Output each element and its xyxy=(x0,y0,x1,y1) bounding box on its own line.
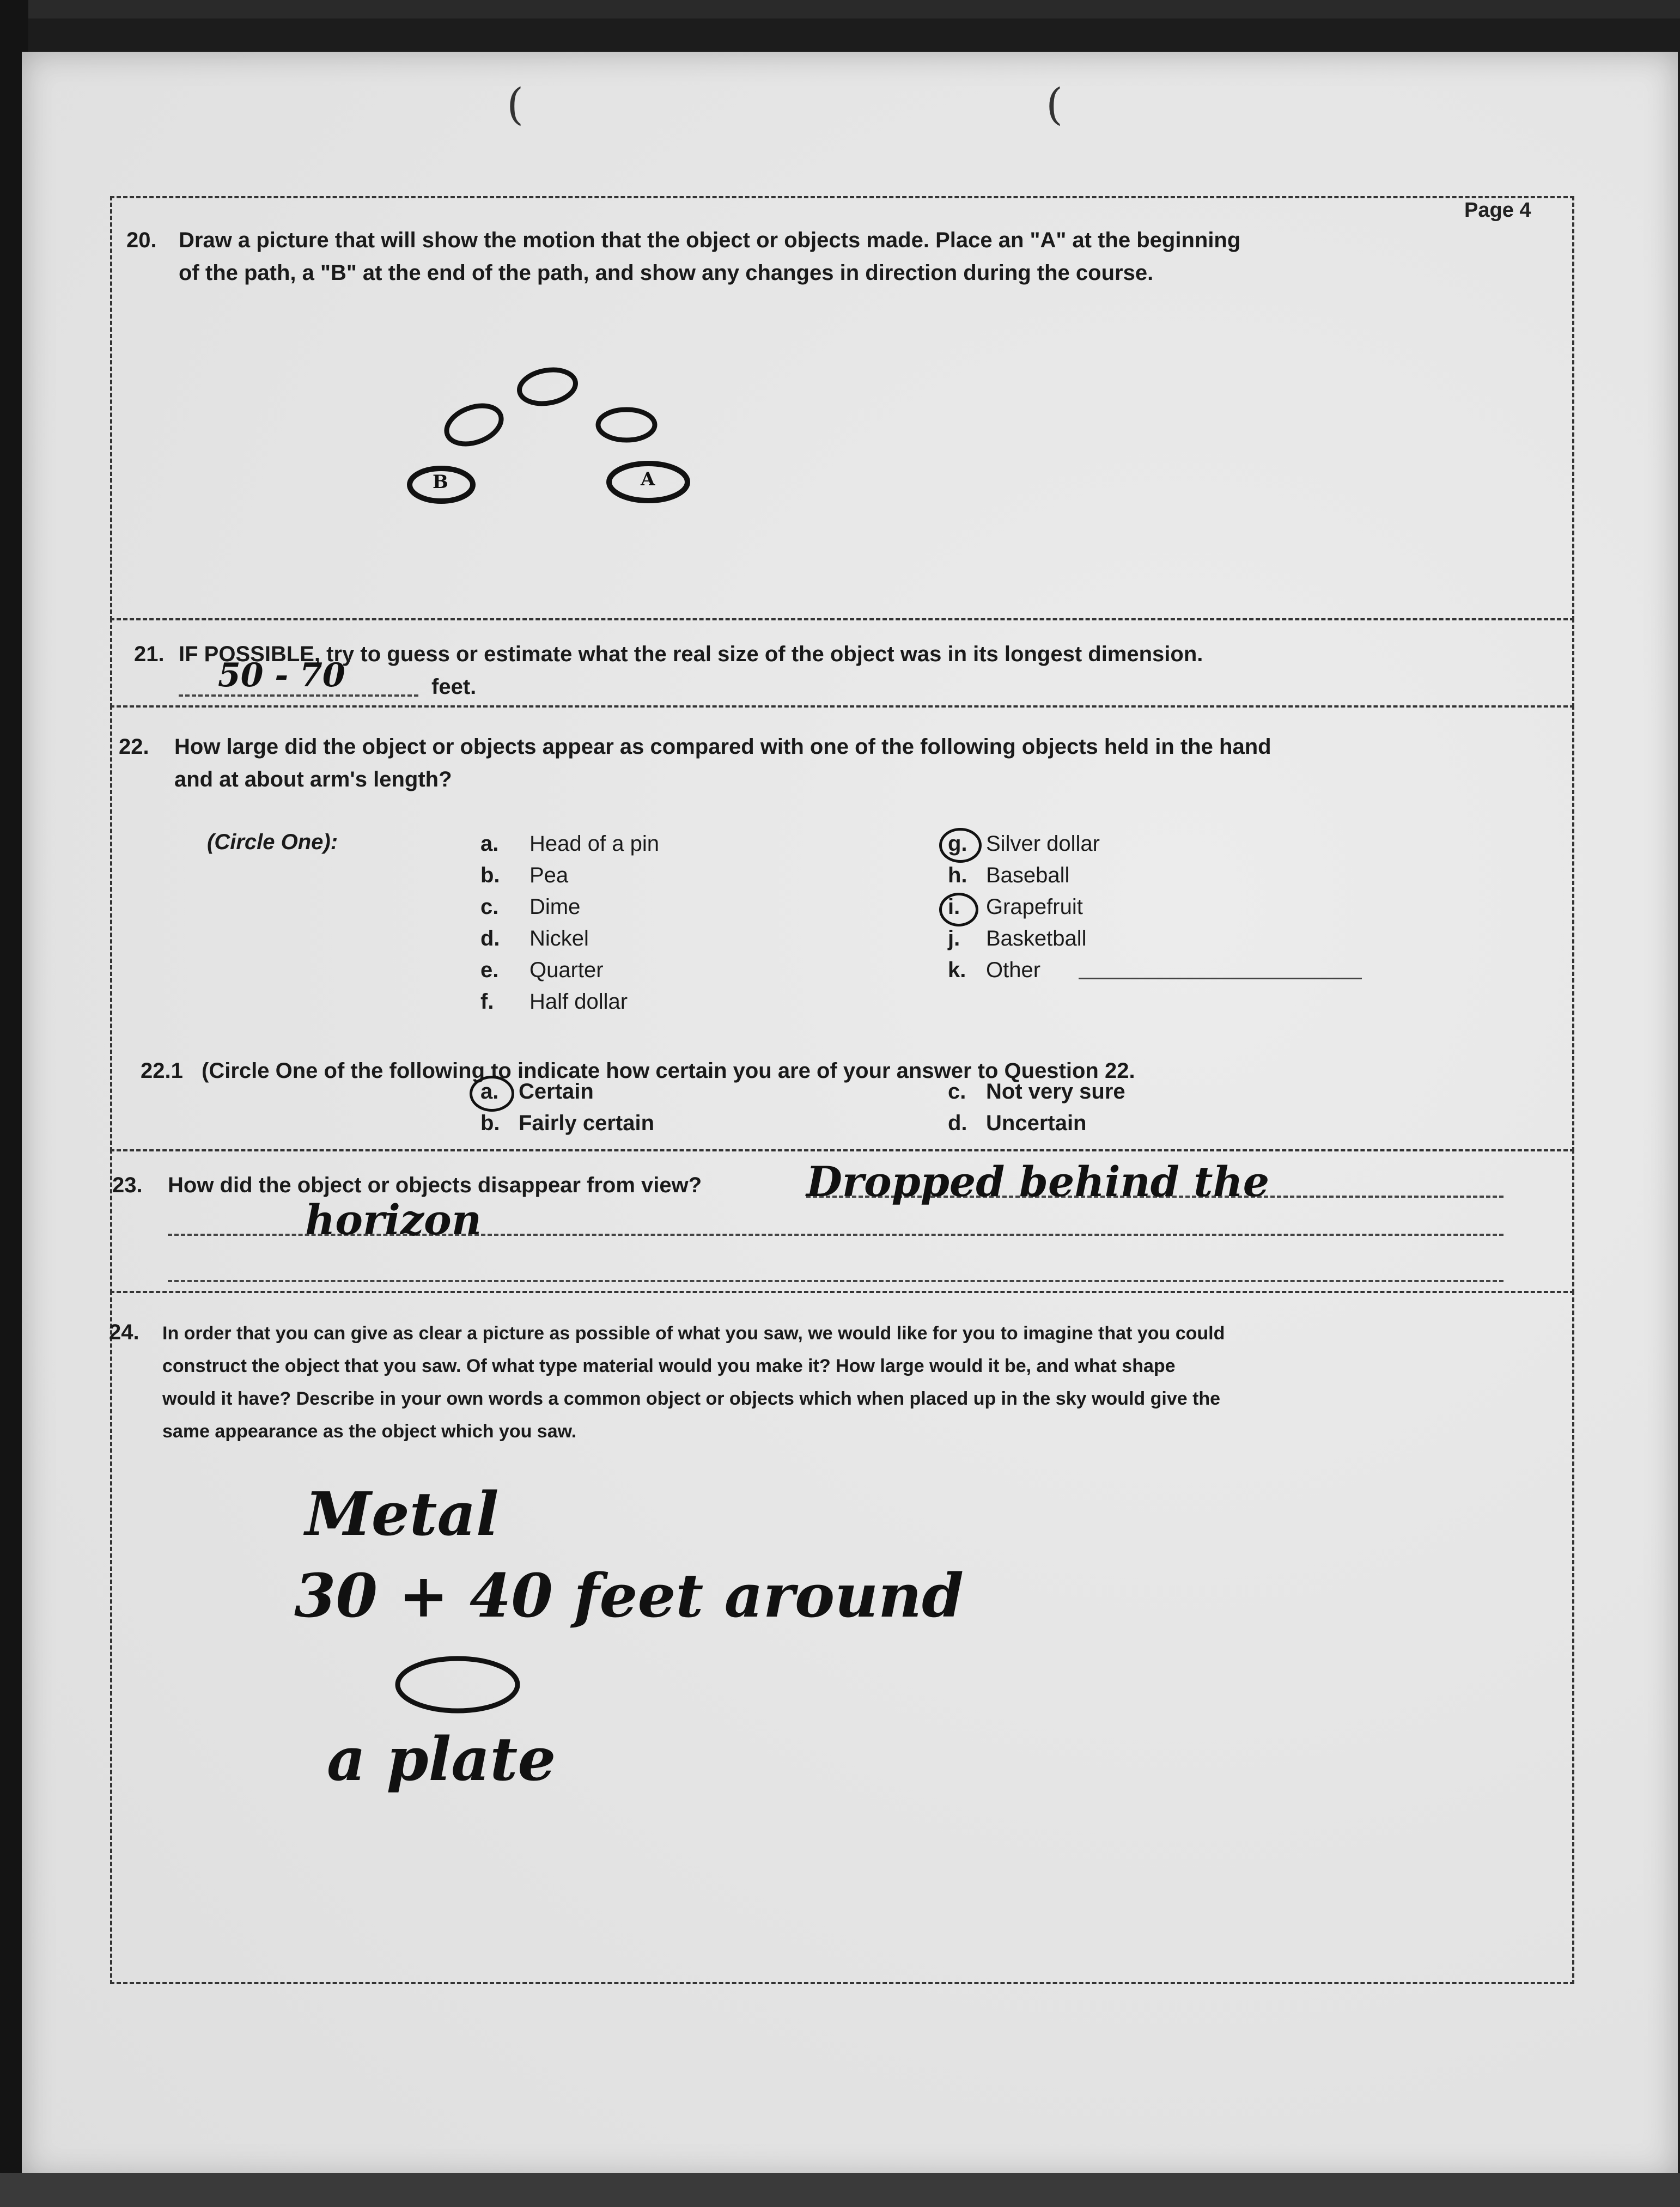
q22-text-line2: and at about arm's length? xyxy=(174,767,452,791)
q21-number: 21. xyxy=(134,642,165,666)
q24-number: 24. xyxy=(109,1320,139,1344)
q24-text-line4: same appearance as the object which you saw. xyxy=(162,1421,577,1442)
q23-answer-line1: Dropped behind the xyxy=(806,1157,1270,1206)
q23-number: 23. xyxy=(112,1173,143,1197)
q22-option-i: i. Grapefruit xyxy=(948,895,1083,919)
q22-1-option-a: a. Certain xyxy=(480,1080,594,1104)
q22-option-b: b. Pea xyxy=(480,863,569,887)
q20-text-line2: of the path, a "B" at the end of the path, and show any changes in direction during the course. xyxy=(179,261,1154,285)
q22-1-option-c: c. Not very sure xyxy=(948,1080,1125,1104)
q24-text-line3: would it have? Describe in your own words a common object or objects which when placed up in the sky would give the xyxy=(162,1388,1221,1409)
q22-option-j: j. Basketball xyxy=(948,926,1087,950)
q22-1-text: (Circle One of the following to indicate how certain you are of your answer to Question 22. xyxy=(202,1059,1135,1083)
q22-circle-instruction: (Circle One): xyxy=(207,830,338,854)
q22-option-k: k. Other xyxy=(948,958,1041,982)
punch-mark-left: ( xyxy=(507,79,524,130)
q24-text-line2: construct the object that you saw. Of what type material would you make it? How large would it be, and what shape xyxy=(162,1356,1176,1376)
q24-text-line1: In order that you can give as clear a picture as possible of what you saw, we would like for you to imagine that you could xyxy=(162,1323,1225,1344)
q23-answer-line2: horizon xyxy=(305,1196,482,1244)
q22-1-number: 22.1 xyxy=(141,1059,183,1083)
q22-text-line1: How large did the object or objects appear as compared with one of the following objects held in the hand xyxy=(174,735,1271,759)
q22-number: 22. xyxy=(119,735,149,759)
path-label-a: A xyxy=(641,468,655,490)
q22-option-g: g. Silver dollar xyxy=(948,832,1100,856)
q22-option-f: f. Half dollar xyxy=(480,990,628,1014)
q22-1-option-d: d. Uncertain xyxy=(948,1111,1087,1135)
q20-text-line1: Draw a picture that will show the motion that the object or objects made. Place an "A" at the beginning xyxy=(179,228,1241,252)
form-page xyxy=(22,52,1678,2179)
q21-unit: feet. xyxy=(431,675,477,699)
punch-mark-right: ( xyxy=(1046,79,1063,130)
q24-answer-line1: Metal xyxy=(305,1479,499,1549)
q22-option-c: c. Dime xyxy=(480,895,581,919)
scan-bottom-border xyxy=(0,2173,1680,2207)
q21-text: IF POSSIBLE, try to guess or estimate what the real size of the object was in its longest dimension. xyxy=(179,642,1203,666)
q21-answer: 50 - 70 xyxy=(218,656,345,694)
q20-number: 20. xyxy=(126,228,157,252)
q22-option-e: e. Quarter xyxy=(480,958,604,982)
path-label-b: B xyxy=(433,471,448,493)
q24-answer-line2: 30 + 40 feet around xyxy=(294,1560,964,1631)
q24-plate-sketch xyxy=(22,52,1678,2179)
q22-1-option-b: b. Fairly certain xyxy=(480,1111,655,1135)
q22-option-d: d. Nickel xyxy=(480,926,589,950)
q23-text: How did the object or objects disappear from view? xyxy=(168,1173,702,1197)
q22-option-h: h. Baseball xyxy=(948,863,1070,887)
q24-answer-line3: a plate xyxy=(327,1724,556,1794)
page-number: Page 4 xyxy=(1464,199,1531,222)
scan-top-border xyxy=(0,0,1680,19)
q22-option-a: a. Head of a pin xyxy=(480,832,659,856)
